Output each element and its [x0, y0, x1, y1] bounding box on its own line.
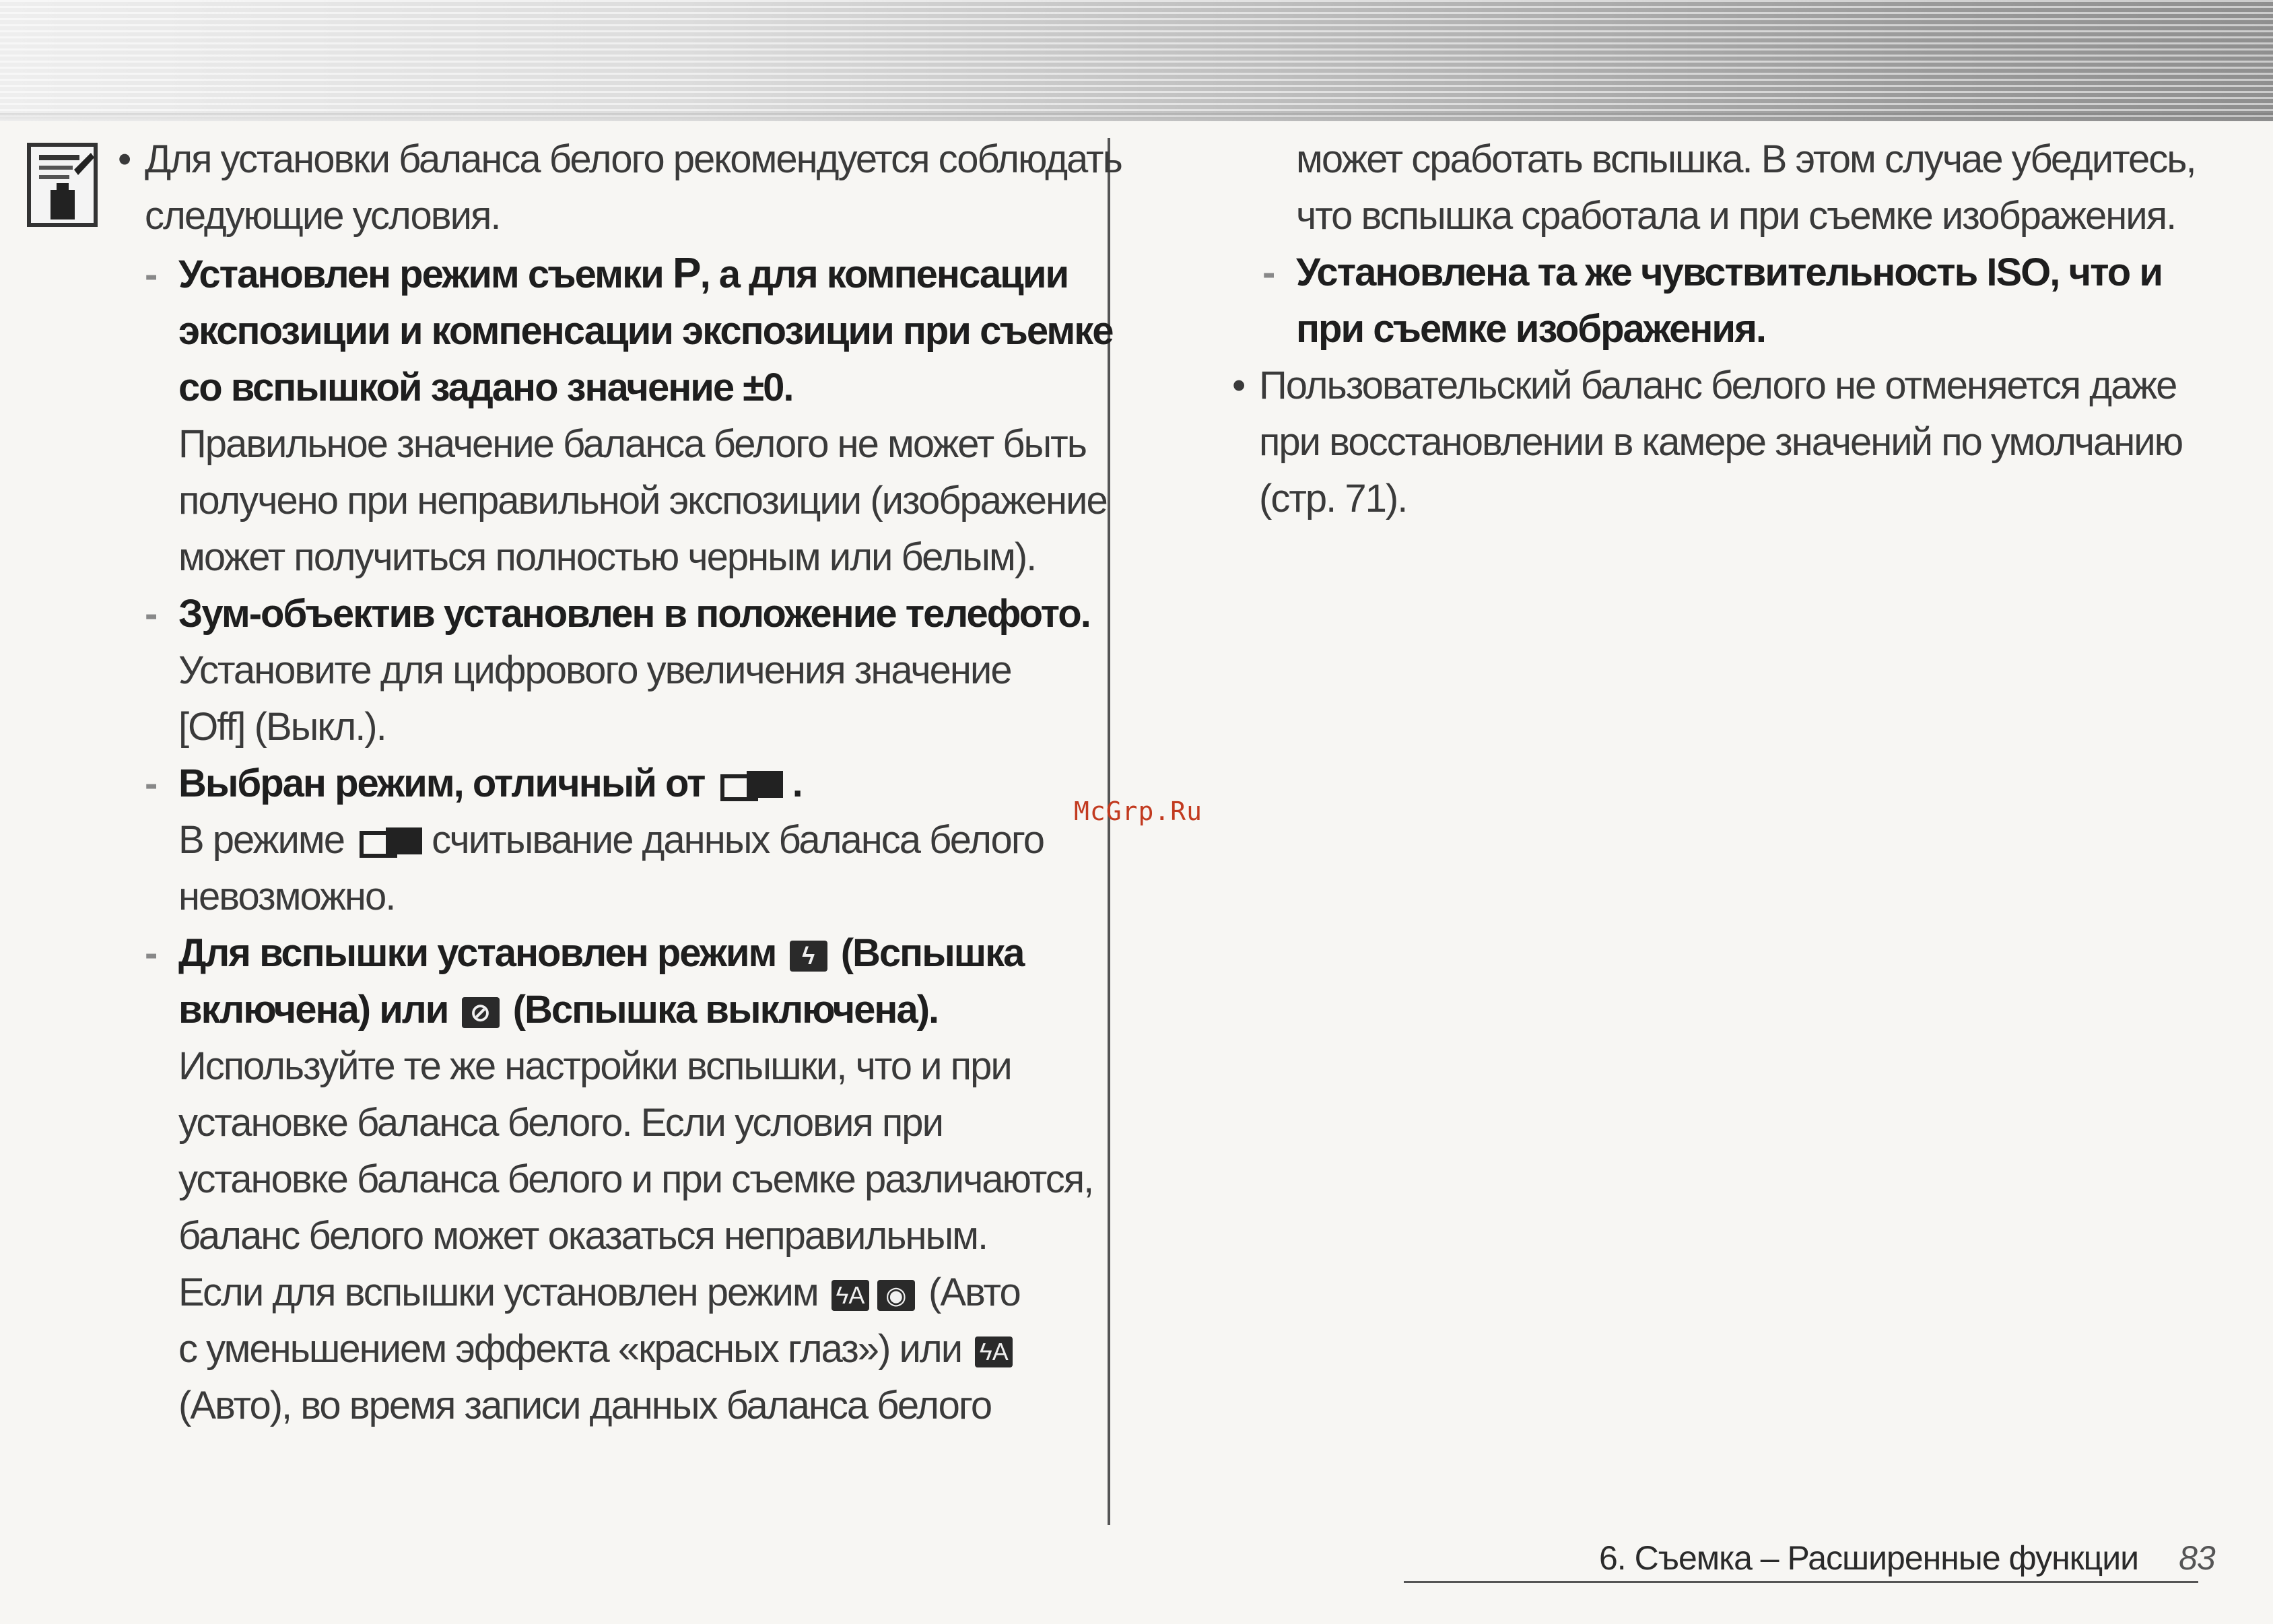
condition-1-title-line-3: со вспышкой задано значение ±0.: [178, 366, 793, 409]
watermark: McGrp.Ru: [1074, 797, 1203, 826]
continuation-line-1: может сработать вспышка. В этом случае убедитесь,: [1296, 137, 2196, 181]
condition-1-title-line-1: - Установлен режим съемки P, а для компенсации: [118, 244, 1087, 303]
dash-icon: -: [145, 931, 157, 975]
flash-auto-icon: ϟA: [832, 1280, 869, 1311]
dash-icon: -: [145, 592, 157, 636]
program-mode-icon: P: [672, 248, 700, 297]
left-column: [118, 131, 1122, 1434]
flash-auto-icon: ϟA: [975, 1337, 1013, 1367]
condition-5-title-line-2: при съемке изображения.: [1296, 307, 1766, 351]
bullet-icon: •: [118, 137, 131, 181]
note-icon: [27, 143, 98, 227]
flash-off-icon: ⊘: [462, 997, 500, 1028]
intro-line-2: следующие условия.: [145, 194, 500, 238]
condition-3-body-line-1: В режиме считывание данных баланса белого: [178, 818, 1044, 862]
condition-4-body-line-7: (Авто), во время записи данных баланса белого: [178, 1384, 992, 1427]
dash-icon: -: [1262, 250, 1275, 294]
dash-icon: -: [145, 252, 157, 296]
condition-2-body-line-1: Установите для цифрового увеличения значение: [178, 648, 1011, 692]
continuation-line-2: что вспышка сработала и при съемке изображения.: [1296, 194, 2176, 238]
flash-on-icon: ϟ: [790, 941, 827, 972]
note-2-line-3: (стр. 71).: [1259, 477, 1407, 520]
footer-rule: [1404, 1581, 2198, 1583]
condition-4-title-line-1: - Для вспышки установлен режим ϟ (Вспышка: [118, 925, 1087, 982]
condition-1-title-line-2: экспозиции и компенсации экспозиции при съемке: [178, 309, 1113, 353]
stitch-assist-icon: [720, 768, 787, 805]
condition-4-title-line-2: включена) или ⊘ (Вспышка выключена).: [178, 988, 939, 1031]
page-number: 83: [2179, 1539, 2215, 1577]
condition-2-title: - Зум-объектив установлен в положение телефото.: [118, 586, 1087, 642]
bullet-icon: •: [1232, 364, 1245, 407]
condition-2-body-line-2: [Off] (Выкл.).: [178, 705, 386, 749]
condition-4-body-line-5: Если для вспышки установлен режим ϟA ◉ (Авто: [178, 1271, 1020, 1314]
condition-4-body-line-3: установке баланса белого и при съемке различаются,: [178, 1157, 1093, 1201]
note-2-line-1: • Пользовательский баланс белого не отменяется даже: [1219, 358, 2202, 414]
condition-4-body-line-1: Используйте те же настройки вспышки, что и при: [178, 1044, 1011, 1088]
header-band: [0, 0, 2273, 121]
footer-chapter: 6. Съемка – Расширенные функции: [1599, 1539, 2139, 1577]
condition-4-body-line-2: установке баланса белого. Если условия при: [178, 1101, 943, 1145]
right-column: [1219, 131, 2202, 527]
condition-1-body-line-3: может получиться полностью черным или белым).: [178, 535, 1036, 579]
condition-1-body-line-1: Правильное значение баланса белого не может быть: [178, 422, 1086, 466]
condition-3-title: - Выбран режим, отличный от .: [118, 755, 1087, 812]
note-2-line-2: при восстановлении в камере значений по умолчанию: [1259, 420, 2183, 464]
intro-line-1: • Для установки баланса белого рекомендуется соблюдать: [118, 131, 1087, 188]
condition-5-title-line-1: - Установлена та же чувствительность ISO, что и: [1219, 244, 2202, 301]
condition-4-body-line-6: с уменьшением эффекта «красных глаз») или ϟA: [118, 1321, 1087, 1378]
page-footer: [1599, 1538, 2215, 1578]
condition-4-body-line-4: баланс белого может оказаться неправильным.: [178, 1214, 988, 1258]
stitch-assist-icon: [359, 825, 426, 861]
condition-3-body-line-2: невозможно.: [178, 875, 395, 918]
red-eye-icon: ◉: [877, 1280, 915, 1311]
dash-icon: -: [145, 762, 157, 805]
condition-1-body-line-2: получено при неправильной экспозиции (изображение: [178, 479, 1107, 522]
